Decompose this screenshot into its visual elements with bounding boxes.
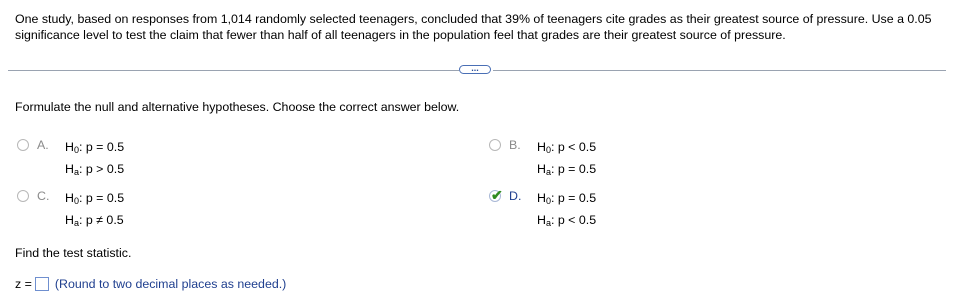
- test-statistic-prompt: Find the test statistic.: [15, 246, 132, 260]
- divider-line-right: [493, 70, 946, 71]
- hypotheses-prompt: Formulate the null and alternative hypotheses. Choose the correct answer below.: [15, 100, 460, 114]
- expand-more-button[interactable]: [459, 62, 491, 74]
- option-d-hypotheses: $H_0$: p = 0.5 $H_a$: p < 0.5: [537, 191, 597, 228]
- option-b-letter: B.: [509, 138, 521, 152]
- checkmark-icon: ✔: [491, 187, 503, 203]
- rounding-hint: (Round to two decimal places as needed.): [54, 277, 287, 291]
- option-b-hypotheses: $H_0$: p < 0.5 $H_a$: p = 0.5: [537, 140, 597, 177]
- question-text: One study, based on responses from 1,014 randomly selected teenagers, concluded that 39% of teenagers cite grades as their greatest source of pressure. Use a 0.05 significance level to test the claim that fewer than half of all teenagers in the population feel that grades are their greatest source of pressure.: [15, 12, 932, 42]
- z-label: z =: [15, 277, 32, 291]
- option-b-radio[interactable]: [489, 139, 501, 151]
- option-c-letter: C.: [37, 189, 50, 203]
- option-c-radio[interactable]: [17, 190, 29, 202]
- option-c-hypotheses: $H_0$: p = 0.5 $H_a$: p ≠ 0.5: [65, 191, 125, 228]
- z-answer-row: [15, 277, 286, 291]
- option-a-letter: A.: [37, 138, 49, 152]
- option-d-letter: D.: [509, 189, 522, 203]
- option-a-radio[interactable]: [17, 139, 29, 151]
- divider-line-left: [8, 70, 459, 71]
- z-answer-input[interactable]: [35, 277, 49, 291]
- option-a-hypotheses: $H_0$: p = 0.5 $H_a$: p > 0.5: [65, 140, 125, 177]
- more-dots-icon: ...: [471, 62, 479, 73]
